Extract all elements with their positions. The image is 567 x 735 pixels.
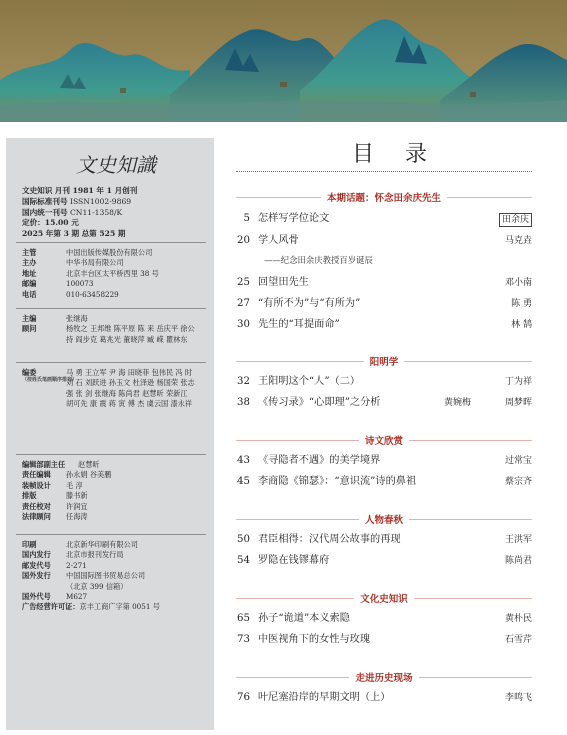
toc-page-number: 45: [237, 476, 250, 487]
toc-author: 黄朴民: [504, 614, 532, 624]
publication-info: 文史知识 月刊 1981 年 1 月创刊 国际标准刊号 ISSN1002-9869 国内统一刊号 CN11-1358/K 定价：15.00 元 2025 年第 3 期 总第 525 期: [22, 186, 138, 239]
toc-author: 陈 勇: [511, 299, 532, 309]
toc-author: 陈尚君: [504, 556, 532, 566]
toc-title-rule: [236, 171, 532, 172]
toc-article-title: 孙子“诡道”本义索隐: [258, 613, 350, 624]
toc-page-number: 54: [237, 555, 250, 566]
toc-article-subtitle: ——纪念田余庆教授百岁诞辰: [264, 255, 373, 265]
toc-page-number: 20: [237, 235, 250, 246]
toc-author: 王洪军: [504, 535, 532, 545]
toc-page-number: 38: [237, 397, 250, 408]
editorial-board: 编委 （按姓氏笔画顺序排列） 马 勇 王立军 尹 海 田晓菲 包伟民 冯 时 刘 石 刘跃进 孙玉文 杜泽逊 杨国荣 张志强 张 剑 张继海 陈尚君 赵慧昕 荣新江 胡可先 康 震 蒋 寅 傅 杰 虞云国 漆永祥: [22, 368, 195, 409]
toc-article-title: 君臣相得：汉代周公故事的再现: [258, 534, 401, 545]
staff-info: 编辑部副主任 赵慧昕 责任编辑 孙永娟 谷美鹏 装帧设计 毛 淳 排版 滕书新 责任校对 许润宜 法律顾问 任海涛: [22, 460, 112, 522]
toc-author: 过常宝: [504, 456, 532, 466]
toc-page-number: 32: [237, 376, 250, 387]
toc-article-title: 回望田先生: [258, 277, 309, 288]
toc-entry[interactable]: [228, 395, 536, 411]
toc-page-number: 27: [237, 298, 250, 309]
divider: [16, 534, 206, 535]
toc-entry[interactable]: [228, 275, 536, 291]
toc-author: 李鸣飞: [504, 693, 532, 703]
divider: [16, 454, 206, 455]
toc-entry[interactable]: [228, 553, 536, 569]
toc-author: 林 鹄: [511, 320, 532, 330]
divider: [16, 242, 206, 243]
toc-section-heading: 诗文欣赏: [236, 433, 532, 447]
toc-article-title: 叶尼塞沿岸的早期文明（上）: [258, 692, 391, 703]
toc-title: 目 录: [352, 142, 439, 167]
toc-page-number: 5: [243, 213, 250, 224]
toc-section-heading: 本期话题：怀念田余庆先生: [236, 190, 532, 204]
toc-author: 周梦晖: [504, 398, 532, 408]
toc-entry[interactable]: [228, 474, 536, 490]
toc-page-number: 73: [237, 634, 250, 645]
toc-page-number: 25: [237, 277, 250, 288]
toc-article-title: 怎样写学位论文: [258, 213, 330, 224]
header-landscape-painting: [0, 0, 567, 122]
svg-text:文史知識: 文史知識: [76, 153, 156, 177]
toc-article-title: “有所不为”与“有所为”: [258, 298, 361, 309]
toc-page-number: 30: [237, 319, 250, 330]
divider: [16, 308, 206, 309]
toc-article-title: 学人风骨: [258, 235, 299, 246]
toc-page-number: 65: [237, 613, 250, 624]
toc-author: 丁为祥: [504, 377, 532, 387]
toc-article-title: 《寻隐者不遇》的美学境界: [258, 455, 381, 466]
magazine-logo: [66, 150, 166, 178]
toc-section-heading: 走进历史现场: [236, 670, 532, 684]
toc-entry[interactable]: [228, 690, 536, 706]
toc-section-heading: 阳明学: [236, 354, 532, 368]
editor-info: 主编 张继海 顾问 杨牧之 王邦维 陈平原 陈 来 岳庆平 徐公持 阎步克 葛兆光 董晓萍 臧 嵘 瞿林东: [22, 314, 195, 344]
masthead-panel: [6, 138, 214, 730]
toc-entry[interactable]: [228, 233, 536, 249]
toc-author: 田余庆: [499, 213, 532, 227]
distribution-info: 印刷 北京新华印刷有限公司 国内发行 北京市报刊发行局 邮发代号 2-271 国外发行 中国国际图书贸易总公司 （北京 399 信箱） 国外代号 M627 广告经营许可证： 京丰工商广字第 0051 号: [22, 540, 160, 612]
toc-entry[interactable]: [228, 374, 536, 390]
divider: [16, 362, 206, 363]
toc-section-heading: 文化史知识: [236, 591, 532, 605]
toc-section-heading: 人物春秋: [236, 512, 532, 526]
publisher-info: 主管 中国出版传媒股份有限公司 主办 中华书局有限公司 地址 北京丰台区太平桥西里 38 号 邮编 100073 电话 010-63458229: [22, 248, 159, 299]
toc-article-title: 王阳明这个“人”（二）: [258, 376, 361, 387]
toc-page-number: 50: [237, 534, 250, 545]
toc-article-title: 《传习录》“心即理”之分析: [258, 397, 381, 408]
toc-entry[interactable]: [228, 317, 536, 333]
toc-article-title: 李商隐《锦瑟》：“意识流”诗的鼻祖: [258, 476, 417, 487]
toc-page-number: 43: [237, 455, 250, 466]
toc-author: 马克垚: [504, 236, 532, 246]
toc-entry[interactable]: [228, 611, 536, 627]
toc-entry[interactable]: [228, 532, 536, 548]
toc-author: 蔡宗齐: [504, 477, 532, 487]
toc-entry[interactable]: [228, 453, 536, 469]
toc-author: 黄婉梅: [444, 398, 472, 408]
toc-entry[interactable]: [228, 296, 536, 312]
toc-page-number: 76: [237, 692, 250, 703]
toc-article-title: 罗隐在钱镠幕府: [258, 555, 330, 566]
toc-article-title: 中医视角下的女性与玫瑰: [258, 634, 371, 645]
toc-entry[interactable]: [228, 211, 536, 227]
toc-article-title: 先生的“耳提面命”: [258, 319, 340, 330]
toc-entry[interactable]: [228, 632, 536, 648]
toc-author: 邓小南: [504, 278, 532, 288]
toc-author: 石雪芹: [504, 635, 532, 645]
